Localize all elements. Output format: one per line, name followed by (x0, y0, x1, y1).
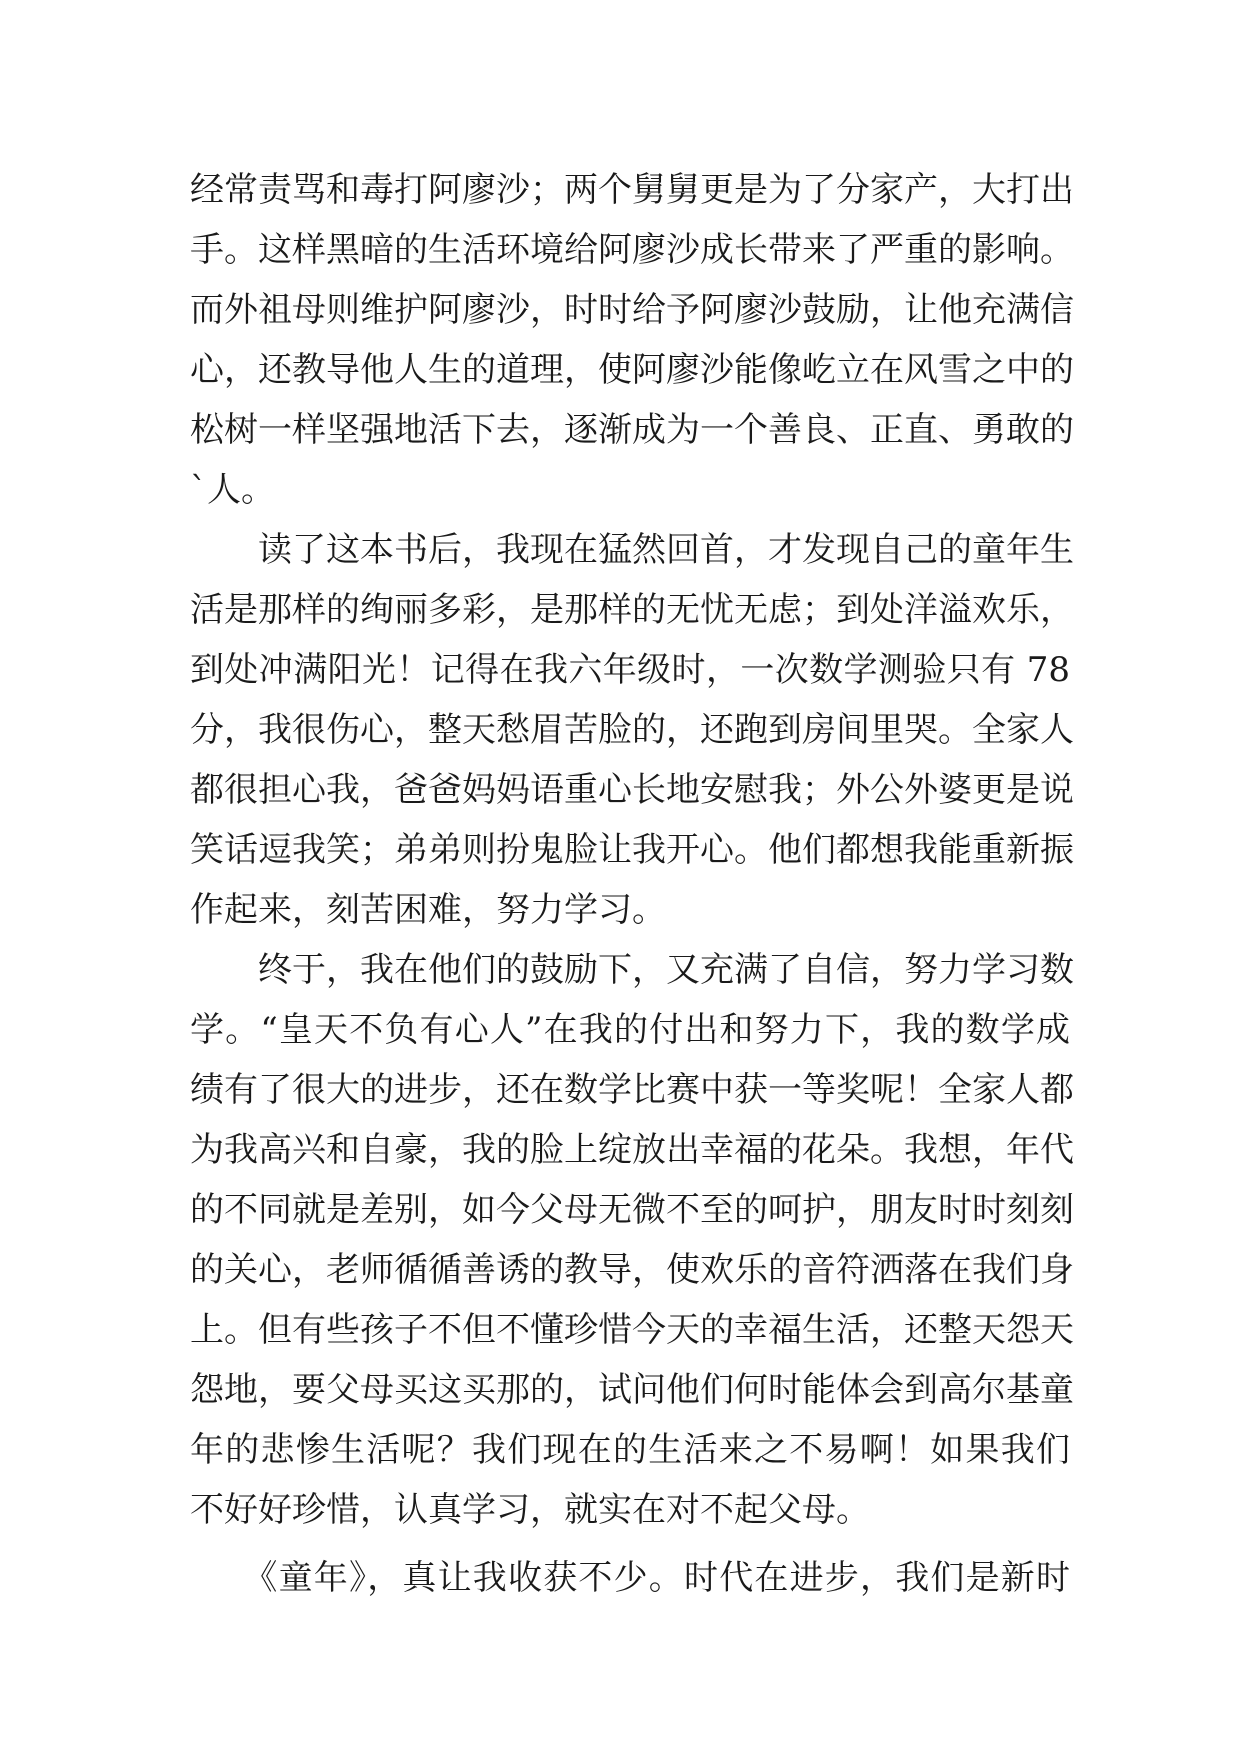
text-line: 而外祖母则维护阿廖沙，时时给予阿廖沙鼓励，让他充满信 (190, 290, 1074, 330)
text-line: 读了这本书后，我现在猛然回首，才发现自己的童年生 (190, 530, 1074, 570)
text-line: 都很担心我，爸爸妈妈语重心长地安慰我；外公外婆更是说 (190, 770, 1074, 810)
paragraph-gap (190, 1540, 1070, 1548)
document-body (190, 160, 1074, 1608)
text-line: 的关心，老师循循善诱的教导，使欢乐的音符洒落在我们身 (190, 1250, 1074, 1290)
text-line: 心，还教导他人生的道理，使阿廖沙能像屹立在风雪之中的 (190, 350, 1074, 390)
text-line: 作起来，刻苦困难，努力学习。 (190, 890, 666, 930)
paragraph-3 (190, 940, 1074, 1540)
text-line: 分，我很伤心，整天愁眉苦脸的，还跑到房间里哭。全家人 (190, 710, 1074, 750)
text-line: `人。 (190, 470, 275, 510)
text-line: 不好好珍惜，认真学习，就实在对不起父母。 (190, 1490, 870, 1530)
text-line: 上。但有些孩子不但不懂珍惜今天的幸福生活，还整天怨天 (190, 1310, 1074, 1350)
text-line: 活是那样的绚丽多彩，是那样的无忧无虑；到处洋溢欢乐， (190, 590, 1074, 630)
text-line: 经常责骂和毒打阿廖沙；两个舅舅更是为了分家产，大打出 (190, 170, 1074, 210)
text-line: 为我高兴和自豪，我的脸上绽放出幸福的花朵。我想，年代 (190, 1130, 1074, 1170)
text-line: 怨地，要父母买这买那的，试问他们何时能体会到高尔基童 (190, 1370, 1074, 1410)
text-line: 学。“皇天不负有心人”在我的付出和努力下，我的数学成 (190, 1010, 1070, 1050)
text-line: 手。这样黑暗的生活环境给阿廖沙成长带来了严重的影响。 (190, 230, 1074, 270)
text-line: 的不同就是差别，如今父母无微不至的呵护，朋友时时刻刻 (190, 1190, 1074, 1230)
text-line: 《童年》，真让我收获不少。时代在进步，我们是新时 (190, 1558, 1070, 1598)
text-line: 笑话逗我笑；弟弟则扮鬼脸让我开心。他们都想我能重新振 (190, 830, 1074, 870)
paragraph-2 (190, 520, 1074, 940)
text-line: 绩有了很大的进步，还在数学比赛中获一等奖呢！全家人都 (190, 1070, 1074, 1110)
text-line: 年的悲惨生活呢？我们现在的生活来之不易啊！如果我们 (190, 1430, 1070, 1470)
text-line: 松树一样坚强地活下去，逐渐成为一个善良、正直、勇敢的 (190, 410, 1074, 450)
text-line: 终于，我在他们的鼓励下，又充满了自信，努力学习数 (190, 950, 1074, 990)
paragraph-4 (190, 1548, 1070, 1608)
paragraph-1 (190, 160, 1074, 520)
text-line: 到处冲满阳光！记得在我六年级时，一次数学测验只有 78 (190, 650, 1070, 690)
